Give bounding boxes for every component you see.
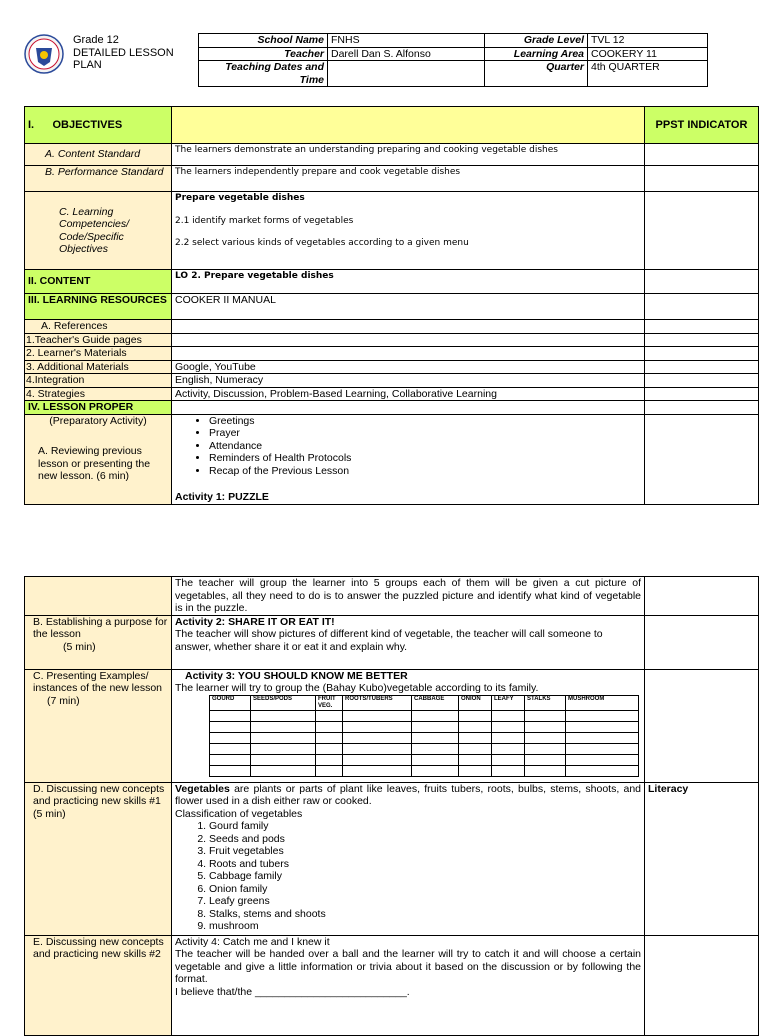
integration-value: English, Numeracy bbox=[172, 374, 645, 388]
deped-seal bbox=[24, 34, 64, 74]
grid-header: LEAFY bbox=[492, 695, 525, 710]
content-standard-ppst bbox=[645, 144, 759, 166]
review-lesson-text: A. Reviewing previous lesson or presenting the new lesson. (6 min) bbox=[38, 445, 151, 482]
grid-header: STALKS bbox=[525, 695, 566, 710]
activity-3-text: The learner will try to group the (Bahay Kubo)vegetable according to its family. bbox=[175, 682, 539, 694]
content-label: II. CONTENT bbox=[25, 270, 172, 294]
competency-item: 2.2 select various kinds of vegetables according to a given menu bbox=[175, 238, 469, 248]
list-item: • Reminders of Health Protocols bbox=[209, 452, 641, 465]
teaching-dates-value bbox=[328, 61, 485, 87]
list-item: 7. Leafy greens bbox=[209, 895, 641, 908]
activity-1-title: Activity 1: PUZZLE bbox=[175, 491, 269, 503]
preparatory-list bbox=[175, 415, 641, 478]
discussing-concepts-1-label: D. Discussing new concepts and practicing new skills #1 (5 min) bbox=[25, 782, 172, 935]
review-lesson-label bbox=[25, 414, 172, 504]
vegetable-family-grid bbox=[209, 695, 639, 777]
additional-materials-label: 3. Additional Materials bbox=[25, 360, 172, 374]
list-item: • Recap of the Previous Lesson bbox=[209, 465, 641, 478]
activity-3-cell bbox=[172, 669, 645, 782]
list-item: • Attendance bbox=[209, 440, 641, 453]
content-value: LO 2. Prepare vegetable dishes bbox=[172, 270, 645, 294]
grid-row bbox=[210, 732, 639, 743]
list-item: 8. Stalks, stems and shoots bbox=[209, 908, 641, 921]
ppst-indicator-heading: PPST INDICATOR bbox=[645, 107, 759, 144]
grid-header: CABBAGE bbox=[412, 695, 459, 710]
activity-1-text: The teacher will group the learner into 5 groups each of them will be given a cut picture of vegetables, all they need to do is to answer the puzzled picture and identify what kind of vegetable is in the puzzle. bbox=[172, 577, 645, 616]
classification-list bbox=[175, 820, 641, 933]
teacher-value: Darell Dan S. Alfonso bbox=[328, 47, 485, 61]
teaching-dates-label: Teaching Dates and Time bbox=[199, 61, 328, 87]
learning-area-value: COOKERY 11 bbox=[588, 47, 708, 61]
objectives-heading-blank bbox=[172, 107, 645, 144]
strategies-value: Activity, Discussion, Problem-Based Learning, Collaborative Learning bbox=[172, 387, 645, 401]
presenting-examples-label: C. Presenting Examples/ instances of the new lesson (7 min) bbox=[25, 669, 172, 782]
list-item: 9. mushroom bbox=[209, 920, 641, 933]
competencies-ppst bbox=[645, 192, 759, 270]
grid-row bbox=[210, 743, 639, 754]
list-item: 1. Gourd family bbox=[209, 820, 641, 833]
classification-title: Classification of vegetables bbox=[175, 807, 303, 820]
activity-4-title: Activity 4: Catch me and I knew it bbox=[175, 935, 330, 948]
strategies-ppst bbox=[645, 387, 759, 401]
content-ppst bbox=[645, 270, 759, 294]
integration-label: 4.Integration bbox=[25, 374, 172, 388]
competencies-value bbox=[172, 192, 645, 270]
activity-2-cell bbox=[172, 615, 645, 669]
list-item: 6. Onion family bbox=[209, 883, 641, 896]
grid-header: MUSHROOM bbox=[566, 695, 639, 710]
school-name-value: FNHS bbox=[328, 34, 485, 48]
integration-ppst bbox=[645, 374, 759, 388]
lesson-plan-table-page-2 bbox=[24, 576, 759, 1036]
preparatory-activity-label: (Preparatory Activity) bbox=[49, 414, 147, 427]
performance-standard-label: B. Performance Standard bbox=[25, 166, 172, 192]
grade-level-label: Grade Level bbox=[485, 34, 588, 48]
teacher-label: Teacher bbox=[199, 47, 328, 61]
grid-header-row bbox=[210, 695, 639, 710]
discussion-cell bbox=[172, 782, 645, 935]
content-standard-value: The learners demonstrate an understanding preparing and cooking vegetable dishes bbox=[172, 144, 645, 166]
activity-1-ppst bbox=[645, 577, 759, 616]
grade-level-value: TVL 12 bbox=[588, 34, 708, 48]
learning-resources-label: III. LEARNING RESOURCES bbox=[25, 294, 172, 320]
list-item: 4. Roots and tubers bbox=[209, 858, 641, 871]
references-value bbox=[172, 320, 645, 334]
list-item: 3. Fruit vegetables bbox=[209, 845, 641, 858]
learners-materials-value bbox=[172, 347, 645, 361]
header-table bbox=[198, 33, 708, 87]
grid-header: ONION bbox=[459, 695, 492, 710]
list-item: • Prayer bbox=[209, 427, 641, 440]
activity-2-title: Activity 2: SHARE IT OR EAT IT! bbox=[175, 615, 335, 628]
grid-row bbox=[210, 721, 639, 732]
grid-row bbox=[210, 710, 639, 721]
strategies-label: 4. Strategies bbox=[25, 387, 172, 401]
competencies-title: Prepare vegetable dishes bbox=[175, 193, 305, 203]
activity-4-ppst bbox=[645, 935, 759, 1035]
performance-standard-ppst bbox=[645, 166, 759, 192]
establishing-purpose-label: B. Establishing a purpose for the lesson (5 min) bbox=[25, 615, 172, 669]
content-standard-label: A. Content Standard bbox=[25, 144, 172, 166]
activity-4-text: The teacher will be handed over a ball and the learner will try to catch it and will choose a certain vegetable and give a little information or trivia about it based on the discussion or by following the format. bbox=[175, 948, 641, 985]
learning-area-label: Learning Area bbox=[485, 47, 588, 61]
activity-4-format: I believe that/the __________________________. bbox=[175, 985, 410, 998]
learners-materials-ppst bbox=[645, 347, 759, 361]
activity-1-label-cell bbox=[25, 577, 172, 616]
review-lesson-value bbox=[172, 414, 645, 504]
review-lesson-ppst bbox=[645, 414, 759, 504]
competency-item: 2.1 identify market forms of vegetables bbox=[175, 215, 354, 226]
quarter-value: 4th QUARTER bbox=[588, 61, 708, 87]
literacy-ppst: Literacy bbox=[645, 782, 759, 935]
lesson-proper-ppst bbox=[645, 401, 759, 415]
quarter-label: Quarter bbox=[485, 61, 588, 87]
lesson-proper-value bbox=[172, 401, 645, 415]
performance-standard-value: The learners independently prepare and cook vegetable dishes bbox=[172, 166, 645, 192]
objectives-heading: I. OBJECTIVES bbox=[25, 107, 172, 144]
lesson-proper-label: IV. LESSON PROPER bbox=[25, 401, 172, 415]
teachers-guide-value bbox=[172, 333, 645, 347]
activity-2-text: The teacher will show pictures of different kind of vegetable, the teacher will call someone to answer, whether share it or eat it and explain why. bbox=[175, 628, 603, 653]
additional-materials-value: Google, YouTube bbox=[172, 360, 645, 374]
learning-resources-ppst bbox=[645, 294, 759, 320]
teachers-guide-label: 1.Teacher's Guide pages bbox=[25, 333, 172, 347]
activity-3-title: Activity 3: YOU SHOULD KNOW ME BETTER bbox=[185, 669, 408, 682]
references-label: A. References bbox=[25, 320, 172, 334]
references-ppst bbox=[645, 320, 759, 334]
competencies-label: C. Learning Competencies/ Code/Specific Objectives bbox=[25, 192, 172, 270]
activity-4-cell bbox=[172, 935, 645, 1035]
school-name-label: School Name bbox=[199, 34, 328, 48]
list-item: 5. Cabbage family bbox=[209, 870, 641, 883]
grid-header: SEEDS/PODS bbox=[251, 695, 316, 710]
grid-header: GOURD bbox=[210, 695, 251, 710]
lesson-plan-title: Grade 12 DETAILED LESSON PLAN bbox=[73, 34, 174, 71]
vegetable-definition: Vegetables are plants or parts of plant like leaves, fruits tubers, roots, bulbs, stems, shoots, and flower used in a dish either raw or cooked. bbox=[175, 782, 641, 807]
learning-resources-value: COOKER II MANUAL bbox=[172, 294, 645, 320]
list-item: 2. Seeds and pods bbox=[209, 833, 641, 846]
grid-header: FRUIT VEG. bbox=[316, 695, 343, 710]
activity-2-ppst bbox=[645, 615, 759, 669]
grid-row bbox=[210, 765, 639, 776]
teachers-guide-ppst bbox=[645, 333, 759, 347]
list-item: • Greetings bbox=[209, 415, 641, 428]
additional-materials-ppst bbox=[645, 360, 759, 374]
grid-header: ROOTS/TUBERS bbox=[343, 695, 412, 710]
activity-3-ppst bbox=[645, 669, 759, 782]
grid-row bbox=[210, 754, 639, 765]
learners-materials-label: 2. Learner's Materials bbox=[25, 347, 172, 361]
discussing-concepts-2-label: E. Discussing new concepts and practicing new skills #2 bbox=[25, 935, 172, 1035]
lesson-plan-table-page-1 bbox=[24, 106, 759, 505]
